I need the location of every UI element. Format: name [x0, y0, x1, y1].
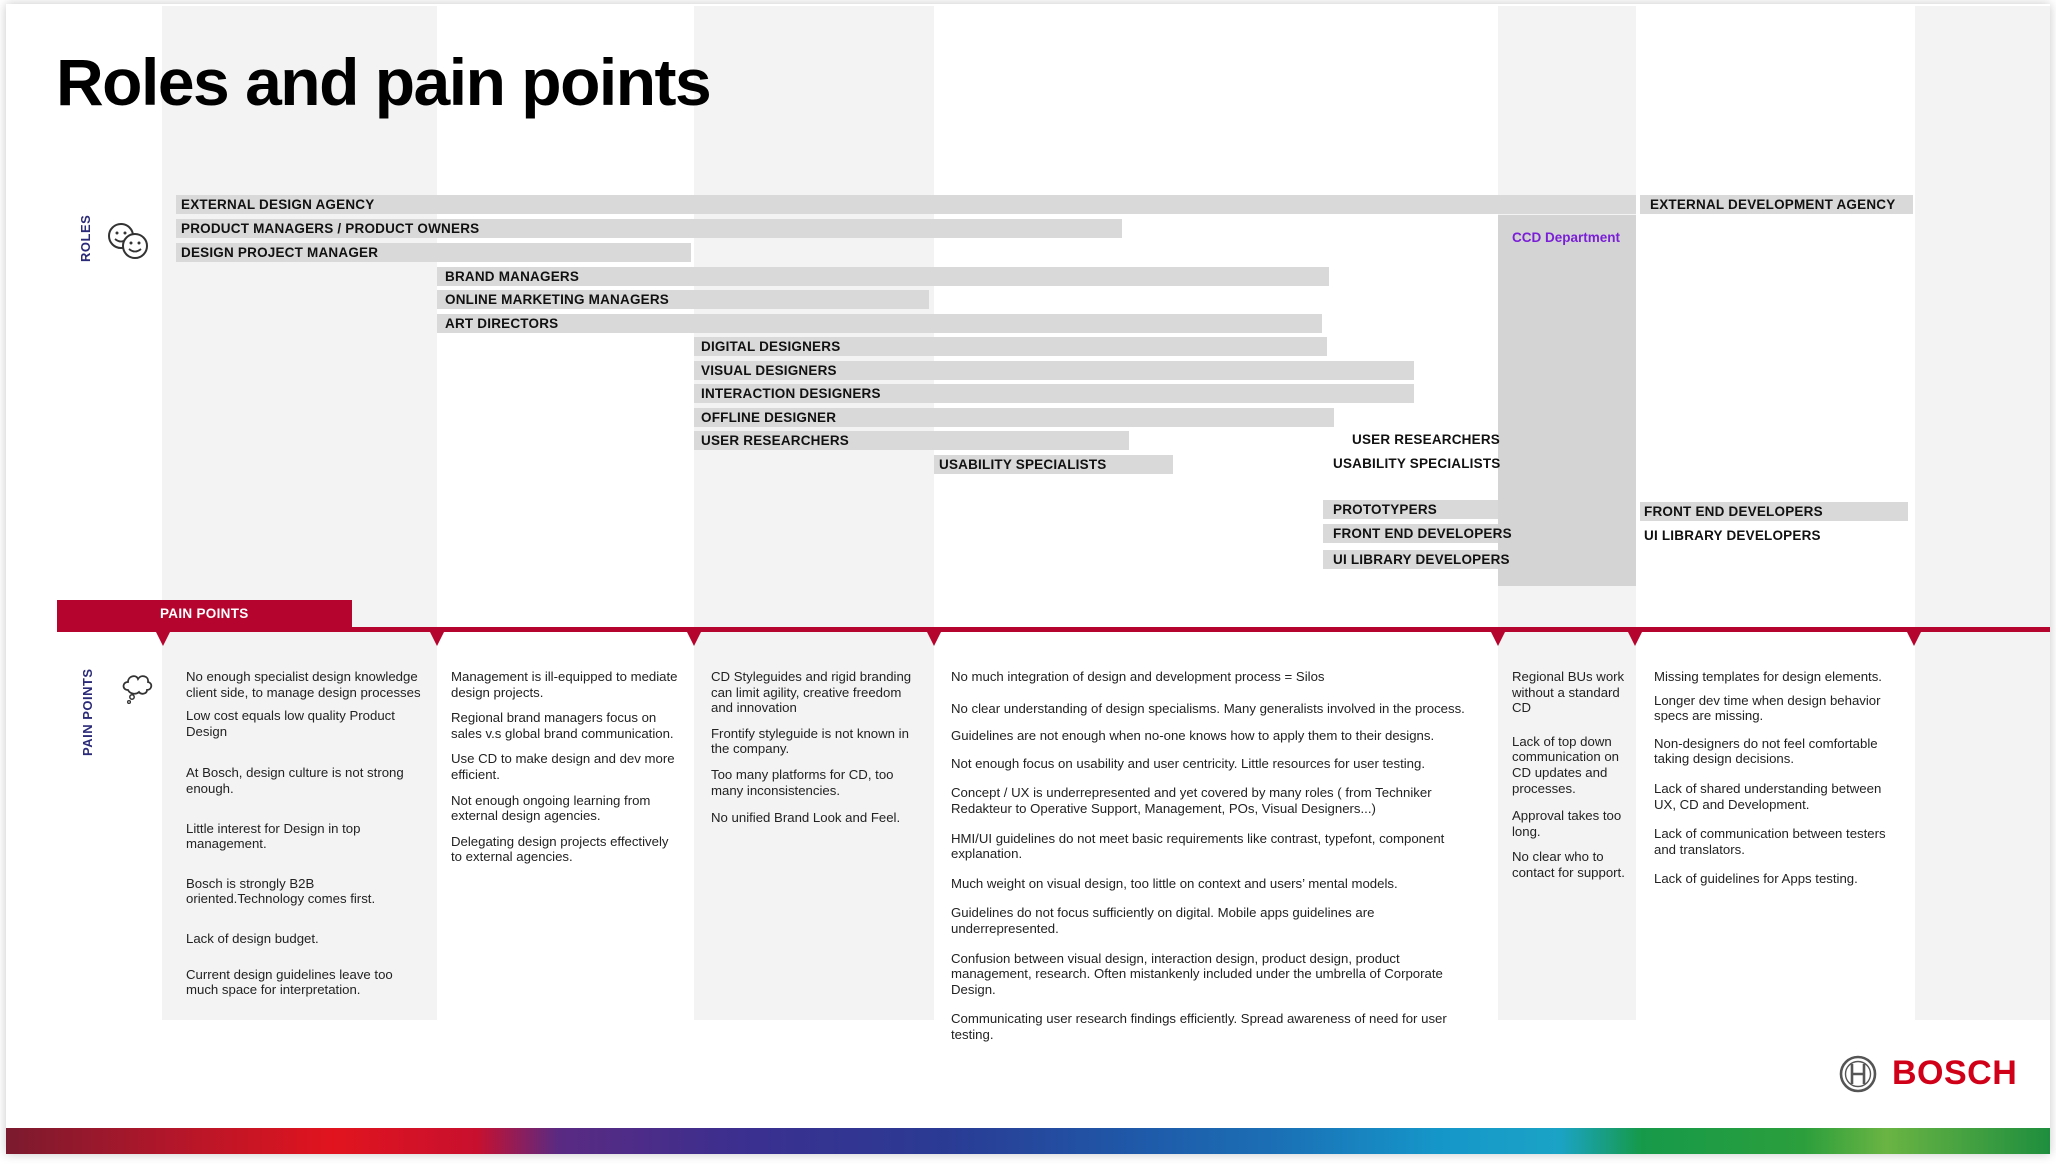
- pain-point: No much integration of design and development process = Silos: [951, 669, 1325, 684]
- role-art-directors: ART DIRECTORS: [445, 316, 559, 331]
- pain-point: No clear understanding of design specialisms. Many generalists involved in the process.: [951, 700, 1465, 716]
- role-user-researchers-ccd: USER RESEARCHERS: [1352, 432, 1500, 447]
- pain-points-divider: [57, 627, 2050, 632]
- ccd-department-block: [1498, 215, 1636, 586]
- pain-point: Not enough focus on usability and user centricity. Little resources for user testing.: [951, 755, 1426, 771]
- role-offline-designer: OFFLINE DESIGNER: [701, 410, 837, 425]
- role-brand-managers: BRAND MANAGERS: [445, 269, 580, 284]
- column-marker: [927, 632, 941, 646]
- pain-point: Not enough ongoing learning from external design agencies.: [451, 792, 651, 824]
- pain-column-4: [951, 669, 1471, 1057]
- pain-point: Delegating design projects effectively to external agencies.: [451, 833, 669, 865]
- pain-point: At Bosch, design culture is not strong enough.: [186, 765, 404, 796]
- pain-point: Lack of shared understanding between UX, CD and Development.: [1654, 780, 1882, 812]
- pain-point: Lack of guidelines for Apps testing.: [1654, 871, 1858, 887]
- pain-point: Missing templates for design elements.: [1654, 669, 1882, 684]
- pain-point: Regional brand managers focus on sales v.s global brand communication.: [451, 710, 674, 741]
- pain-point: Frontify styleguide is not known in the company.: [711, 725, 909, 757]
- pain-point: Bosch is strongly B2B oriented.Technology comes first.: [186, 875, 376, 907]
- role-front-end-developers-ccd: FRONT END DEVELOPERS: [1333, 526, 1512, 541]
- column-background: [1915, 6, 2050, 1020]
- pain-point: Lack of design budget.: [186, 930, 319, 946]
- roles-section-label: ROLES: [78, 214, 93, 262]
- pain-column-5: [1512, 669, 1630, 895]
- pain-point: Lack of communication between testers and translators.: [1654, 826, 1886, 857]
- pain-point: Management is ill-equipped to mediate design projects.: [451, 669, 678, 700]
- pain-point: Lack of top down communication on CD updates and processes.: [1512, 733, 1620, 796]
- column-marker: [430, 632, 444, 646]
- faces-icon: [106, 220, 152, 262]
- pain-point: Longer dev time when design behavior specs are missing.: [1654, 692, 1881, 724]
- column-marker: [156, 632, 170, 646]
- role-bar: [176, 195, 1636, 214]
- role-visual-designers: VISUAL DESIGNERS: [701, 363, 837, 378]
- role-digital-designers: DIGITAL DESIGNERS: [701, 339, 841, 354]
- pain-column-1: [186, 669, 421, 1012]
- role-usability-specialists: USABILITY SPECIALISTS: [939, 457, 1107, 472]
- page-title: Roles and pain points: [56, 45, 711, 119]
- pain-point: Little interest for Design in top management.: [186, 820, 361, 852]
- role-design-project-manager: DESIGN PROJECT MANAGER: [181, 245, 379, 260]
- pain-point: Current design guidelines leave too much space for interpretation.: [186, 966, 393, 998]
- pain-point: Guidelines are not enough when no-one knows how to apply them to their designs.: [951, 728, 1435, 744]
- column-marker: [1628, 632, 1642, 646]
- pain-column-6: [1654, 669, 1904, 901]
- pain-point: CD Styleguides and rigid branding can limit agility, creative freedom and innovation: [711, 669, 912, 716]
- pain-points-section-label: PAIN POINTS: [80, 668, 95, 756]
- role-interaction-designers: INTERACTION DESIGNERS: [701, 386, 881, 401]
- bosch-logo: BOSCH: [1892, 1054, 2018, 1092]
- thought-cloud-icon: [120, 670, 154, 706]
- role-ui-library-developers-external: UI LIBRARY DEVELOPERS: [1644, 528, 1821, 543]
- role-front-end-developers-external: FRONT END DEVELOPERS: [1644, 504, 1823, 519]
- role-usability-specialists-ccd: USABILITY SPECIALISTS: [1333, 456, 1501, 471]
- pain-point: Use CD to make design and dev more efficient.: [451, 751, 675, 782]
- pain-point: Non-designers do not feel comfortable taking design decisions.: [1654, 735, 1878, 767]
- pain-point: No clear who to contact for support.: [1512, 849, 1625, 880]
- pain-point: Confusion between visual design, interaction design, product design, product management, research. Often mistankenly included under the umbrella of Corporate Design.: [951, 950, 1443, 997]
- column-background: [694, 6, 934, 1020]
- pain-column-2: [451, 669, 681, 879]
- column-marker: [1907, 632, 1921, 646]
- pain-point: HMI/UI guidelines do not meet basic requirements like contrast, typefont, component explanation.: [951, 830, 1445, 862]
- role-bar: [437, 314, 1322, 333]
- bosch-armature-icon: [1838, 1054, 1878, 1094]
- role-user-researchers: USER RESEARCHERS: [701, 433, 849, 448]
- brand-color-stripe: [6, 1128, 2050, 1154]
- pain-column-3: [711, 669, 921, 840]
- pain-point: No unified Brand Look and Feel.: [711, 810, 901, 826]
- role-external-development-agency: EXTERNAL DEVELOPMENT AGENCY: [1650, 197, 1896, 212]
- pain-point: Too many platforms for CD, too many inconsistencies.: [711, 766, 894, 798]
- pain-point: Communicating user research findings efficiently. Spread awareness of need for user testing.: [951, 1011, 1447, 1042]
- pain-point: Low cost equals low quality Product Design: [186, 708, 395, 739]
- role-online-marketing-managers: ONLINE MARKETING MANAGERS: [445, 292, 669, 307]
- pain-point: No enough specialist design knowledge client side, to manage design processes: [186, 669, 421, 700]
- pain-points-tab-label: PAIN POINTS: [160, 606, 249, 621]
- column-marker: [687, 632, 701, 646]
- role-ui-library-developers-ccd: UI LIBRARY DEVELOPERS: [1333, 552, 1510, 567]
- role-external-design-agency: EXTERNAL DESIGN AGENCY: [181, 197, 375, 212]
- pain-point: Concept / UX is underrepresented and yet covered by many roles ( from Techniker Redakteur to Operative Support, Management, POs, Visual Designers...): [951, 785, 1432, 816]
- pain-point: Much weight on visual design, too little on context and users’ mental models.: [951, 875, 1398, 891]
- pain-point: Approval takes too long.: [1512, 808, 1622, 839]
- pain-point: Guidelines do not focus sufficiently on digital. Mobile apps guidelines are underrepresented.: [951, 905, 1375, 936]
- role-prototypers: PROTOTYPERS: [1333, 502, 1437, 517]
- role-product-managers: PRODUCT MANAGERS / PRODUCT OWNERS: [181, 221, 480, 236]
- pain-point: Regional BUs work without a standard CD: [1512, 669, 1625, 716]
- ccd-department-label: CCD Department: [1512, 230, 1621, 245]
- column-marker: [1491, 632, 1505, 646]
